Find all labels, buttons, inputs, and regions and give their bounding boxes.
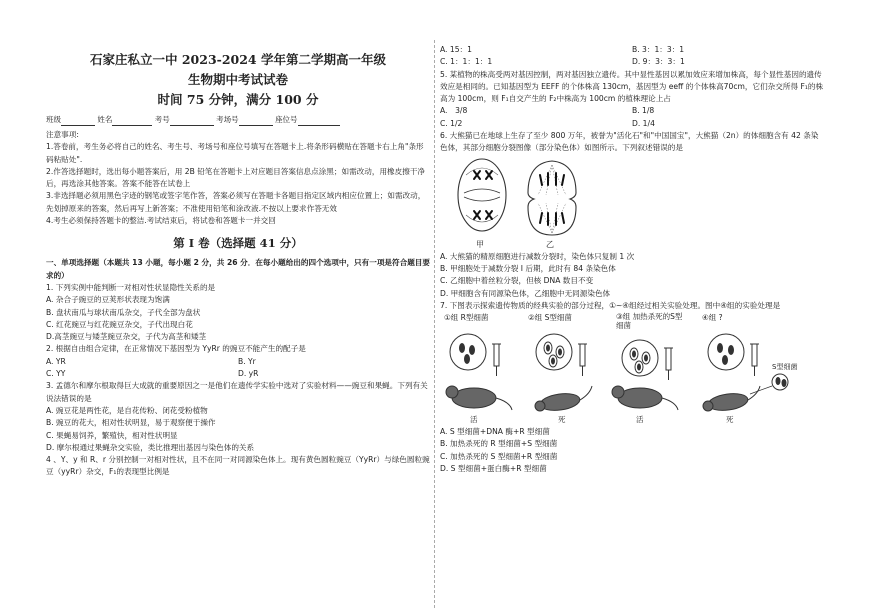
q2-option-a: A. YR xyxy=(46,356,66,366)
dish-2 xyxy=(536,334,572,370)
q4-option-d: D. 9：3：3：1 xyxy=(632,57,685,67)
field-class-blank[interactable] xyxy=(61,117,95,126)
dish-4 xyxy=(708,334,744,370)
student-info-line xyxy=(46,114,430,126)
q5-options-row-2 xyxy=(440,118,824,130)
q3-option-a: A. 豌豆花是两性花，是自花传粉、闭花受粉植物 xyxy=(46,405,208,415)
section-1-instruction: 一、单项选择题（本题共 13 小题，每小题 2 分，共 26 分．在每小题给出的四个选项中，只有一项是符合题目要求的） xyxy=(46,258,430,280)
q4-options-row-1 xyxy=(440,44,824,56)
q2-options-row-2 xyxy=(46,368,430,380)
q5-option-a: A. 3/8 xyxy=(440,106,468,116)
mouse-4-status: 死 xyxy=(726,415,734,425)
right-column xyxy=(440,44,824,475)
q7-figure xyxy=(440,312,824,426)
notice-heading: 注意事项: xyxy=(46,130,79,139)
q4-options-row-2 xyxy=(440,56,824,68)
q4-option-a: A. 15：1 xyxy=(440,45,472,54)
notice-item-1: 1.答卷前，考生务必将自己的姓名、考生号、考场号和座位号填写在答题卡上.将条形码横贴在答题卡右上角"条形码粘贴处". xyxy=(46,142,424,164)
mouse-4 xyxy=(703,386,760,413)
dish-3 xyxy=(622,340,658,376)
cell-jia xyxy=(458,159,506,231)
exam-title-school: 石家庄私立一中 2023-2024 学年第二学期高一年级 xyxy=(90,52,386,67)
fig-label-yi: 乙 xyxy=(546,239,554,249)
notice-item-4: 4.考生必须保持答题卡的整洁.考试结束后，将试卷和答题卡一并交回 xyxy=(46,216,276,226)
notice-item-2: 2.作答选择题时，选出每小题答案后，用 2B 铅笔在答题卡上对应题目答案信息点涂黑；如需改动，用橡皮擦干净后，再选涂其他答案。答案不能答在试卷上 xyxy=(46,166,426,189)
field-class-label: 班级 xyxy=(46,115,61,124)
q2-option-b: B. Yr xyxy=(238,356,256,366)
q2-stem: 2. 根据自由组合定律，在正常情况下基因型为 YyRr 的豌豆不能产生的配子是 xyxy=(46,344,306,354)
q1-option-a: A. 杂合子豌豆的豆荚形状表现为饱满 xyxy=(46,295,170,305)
q3-option-c: C. 果蝇易饲养，繁殖快，相对性状明显 xyxy=(46,430,178,440)
column-divider xyxy=(434,40,435,608)
q5-stem: 5. 某植物的株高受两对基因控制，两对基因独立遗传。其中显性基因以累加效应来增加株高，每个显性基因的遗传效应是相同的。已知基因型为 EEFF 的个体株高 130cm，基因型为 eeff 的个体株高70cm，它们杂交所得 F₁的株高为 100cm，则 F₁自交产生的 F₂中株高为 100cm 的植株理论上占 xyxy=(440,69,824,104)
fig-label-jia: 甲 xyxy=(476,239,484,249)
field-seat-blank[interactable] xyxy=(298,117,340,126)
exam-title-time: 时间 75 分钟，满分 100 分 xyxy=(157,92,319,107)
mouse-2 xyxy=(535,386,592,413)
griffith-experiment-diagram xyxy=(440,324,824,424)
field-number-blank[interactable] xyxy=(170,117,214,126)
q7-option-d: D. S 型细菌+蛋白酶+R 型细菌 xyxy=(440,464,547,474)
q3-option-b: B. 豌豆的花大，相对性状明显，易于观察便于操作 xyxy=(46,418,216,428)
mouse-3-status: 活 xyxy=(636,415,644,425)
mouse-1 xyxy=(446,386,512,410)
notice-item-3: 3.非选择题必须用黑色字迹的钢笔或签字笔作答，答案必须写在答题卡各题目指定区域内相应位置上；如需改动，先划掉原来的答案，然后再写上新答案；不准使用铅笔和涂改液.不按以上要求作答无效 xyxy=(46,191,426,213)
q3-stem: 3. 孟德尔和摩尔根取得巨大成就的重要原因之一是他们在遗传学实验中选对了实验材料——豌豆和果蝇。下列有关说法错误的是 xyxy=(46,381,428,403)
q6-option-c: C. 乙细胞中着丝粒分裂，但核 DNA 数目不变 xyxy=(440,276,594,286)
mouse-2-status: 死 xyxy=(558,415,566,425)
left-column xyxy=(46,44,430,479)
q7-option-b: B. 加热杀死的 R 型细菌+S 型细菌 xyxy=(440,439,558,449)
q2-option-c: C. YY xyxy=(46,369,66,379)
q7-stem: 7. 下图表示探索遗传物质的经典实验的部分过程，①~④组经过相关实验处理。图中④组的实验处理是 xyxy=(440,300,781,310)
q1-stem: 1. 下列实例中能判断一对相对性状显隐性关系的是 xyxy=(46,282,216,292)
s-bacteria-label: S型细菌 xyxy=(772,363,798,372)
field-name-blank[interactable] xyxy=(112,117,152,126)
q5-options-row-1 xyxy=(440,105,824,117)
q1-option-b: B. 盘状南瓜与球状南瓜杂交，子代全部为盘状 xyxy=(46,307,201,317)
field-room-blank[interactable] xyxy=(239,117,273,126)
field-seat-label: 座位号 xyxy=(275,115,298,124)
q7-option-a: A. S 型细菌+DNA 酶+R 型细菌 xyxy=(440,427,550,437)
group-4-label: ④组 ? xyxy=(702,313,723,323)
q1-option-d: D.高茎豌豆与矮茎豌豆杂交，子代为高茎和矮茎 xyxy=(46,332,207,342)
section-1-title: 第 I 卷（选择题 41 分） xyxy=(173,236,303,251)
q7-option-c: C. 加热杀死的 S 型细菌+R 型细菌 xyxy=(440,451,558,461)
field-room-label: 考场号 xyxy=(216,115,239,124)
q2-option-d: D. yR xyxy=(238,369,259,379)
field-number-label: 考号 xyxy=(154,115,170,124)
q6-figure xyxy=(452,155,592,251)
dish-1 xyxy=(450,334,486,370)
group-3-label: ③组 加热杀死的S型细菌 xyxy=(616,312,683,331)
q5-option-d: D. 1/4 xyxy=(632,118,655,128)
q5-option-c: C. 1/2 xyxy=(440,118,463,128)
mouse-3 xyxy=(612,386,678,410)
exam-title-subject: 生物期中考试试卷 xyxy=(187,72,288,87)
q6-stem: 6. 大熊猫已在地球上生存了至少 800 万年，被誉为"活化石"和"中国国宝"，大熊猫（2n）的体细胞含有 42 条染色体，其部分细胞分裂图像（部分染色体）如图所示。下列叙述错误的是 xyxy=(440,131,819,153)
q1-option-c: C. 红花豌豆与红花豌豆杂交，子代出现白花 xyxy=(46,319,193,329)
group-1-label: ①组 R型细菌 xyxy=(444,313,489,323)
mouse-1-status: 活 xyxy=(470,415,478,425)
cell-division-diagram xyxy=(452,155,592,239)
q3-option-d: D. 摩尔根通过果蝇杂交实验，类比推理出基因与染色体的关系 xyxy=(46,442,255,452)
q6-option-b: B. 甲细胞处于减数分裂 I 后期，此时有 84 条染色体 xyxy=(440,263,616,273)
q6-option-d: D. 甲细胞含有同源染色体，乙细胞中无同源染色体 xyxy=(440,288,611,298)
field-name-label: 姓名 xyxy=(97,115,113,124)
cell-yi xyxy=(528,161,576,235)
q4-option-c: C. 1：1：1：1 xyxy=(440,57,493,67)
s-bacteria-callout xyxy=(750,374,788,394)
q2-options-row-1 xyxy=(46,356,430,368)
q4-option-b: B. 3：1：3：1 xyxy=(632,45,685,54)
q6-option-a: A. 大熊猫的精原细胞进行减数分裂时，染色体只复制 1 次 xyxy=(440,251,635,261)
q5-option-b: B. 1/8 xyxy=(632,106,655,116)
group-2-label: ②组 S型细菌 xyxy=(528,313,572,323)
q4-stem: 4 、Y、y 和 R、r 分别控制一对相对性状，且不在同一对同源染色体上。现有黄色圆粒豌豆（YyRr）与绿色圆粒豌豆（yyRr）杂交，F₁的表现型比例是 xyxy=(46,455,430,477)
